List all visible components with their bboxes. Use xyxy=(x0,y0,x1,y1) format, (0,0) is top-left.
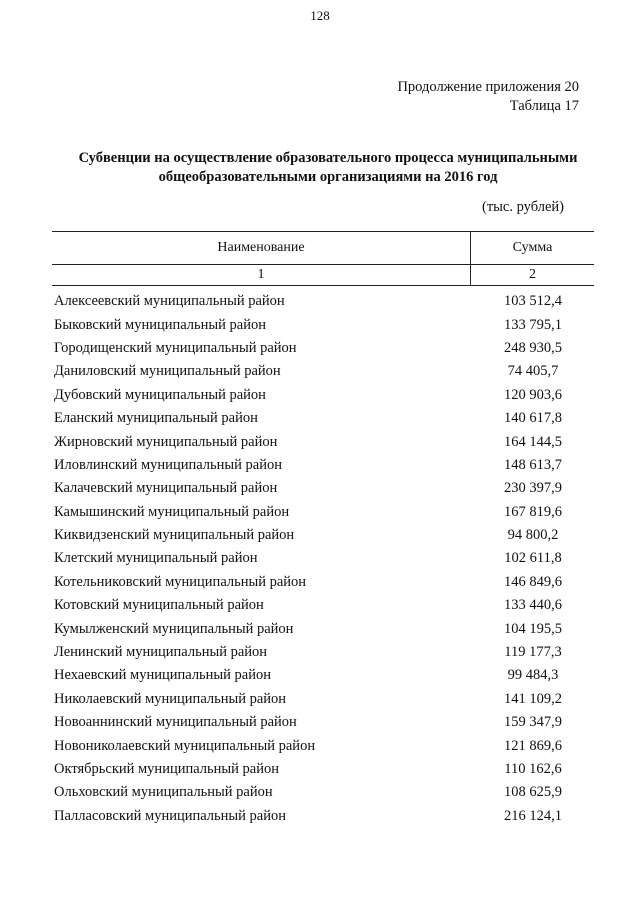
district-sum: 121 869,6 xyxy=(504,737,562,754)
district-sum: 133 440,6 xyxy=(504,597,562,614)
district-name: Еланский муниципальный район xyxy=(54,410,258,427)
units-label: (тыс. рублей) xyxy=(482,199,564,215)
table-row xyxy=(52,313,594,336)
district-name: Новониколаевский муниципальный район xyxy=(54,737,316,754)
table-row xyxy=(52,688,594,711)
district-sum: 108 625,9 xyxy=(504,784,562,801)
table-row xyxy=(52,758,594,781)
table-row xyxy=(52,501,594,524)
table-row xyxy=(52,617,594,640)
table-row xyxy=(52,711,594,734)
district-name: Жирновский муниципальный район xyxy=(54,433,278,450)
district-sum: 216 124,1 xyxy=(504,807,562,824)
district-name: Котовский муниципальный район xyxy=(54,597,264,614)
district-sum: 104 195,5 xyxy=(504,620,562,637)
district-name: Кумылженский муниципальный район xyxy=(54,620,294,637)
table-row xyxy=(52,290,594,313)
district-sum: 148 613,7 xyxy=(504,456,562,473)
district-name: Октябрьский муниципальный район xyxy=(54,761,279,777)
district-name: Палласовский муниципальный район xyxy=(54,807,286,824)
district-sum: 141 109,2 xyxy=(504,690,562,707)
district-sum: 110 162,6 xyxy=(504,761,562,777)
district-name: Ольховский муниципальный район xyxy=(54,784,273,801)
table-row xyxy=(52,641,594,664)
district-sum: 248 930,5 xyxy=(504,339,562,356)
district-sum: 99 484,3 xyxy=(507,667,559,684)
table-row xyxy=(52,781,594,804)
table-body xyxy=(52,290,594,828)
district-sum: 167 819,6 xyxy=(504,503,562,520)
district-name: Дубовский муниципальный район xyxy=(54,386,266,403)
page-title xyxy=(40,149,616,187)
table-row xyxy=(52,477,594,500)
district-sum: 159 347,9 xyxy=(504,714,562,731)
district-name: Нехаевский муниципальный район xyxy=(54,667,272,684)
table-row xyxy=(52,407,594,430)
district-sum: 146 849,6 xyxy=(504,573,562,590)
table-row xyxy=(52,454,594,477)
subventions-table xyxy=(52,231,594,828)
district-name: Новоаннинский муниципальный район xyxy=(54,714,297,731)
district-sum: 133 795,1 xyxy=(504,316,562,333)
table-header-row xyxy=(52,231,594,264)
column-number-row xyxy=(52,264,594,286)
district-name: Даниловский муниципальный район xyxy=(54,363,281,380)
district-sum: 230 397,9 xyxy=(504,480,562,497)
district-sum: 140 617,8 xyxy=(504,410,562,427)
district-sum: 119 177,3 xyxy=(504,644,562,661)
district-name: Котельниковский муниципальный район xyxy=(54,573,307,590)
district-name: Калачевский муниципальный район xyxy=(54,480,278,497)
district-name: Иловлинский муниципальный район xyxy=(54,456,282,473)
district-name: Николаевский муниципальный район xyxy=(54,690,287,707)
district-name: Алексеевский муниципальный район xyxy=(54,293,285,310)
appendix-reference xyxy=(397,78,579,116)
district-name: Быковский муниципальный район xyxy=(54,316,266,333)
appendix-continuation: Продолжение приложения 20 xyxy=(397,79,579,95)
district-name: Городищенский муниципальный район xyxy=(54,339,297,356)
district-name: Киквидзенский муниципальный район xyxy=(54,527,295,544)
header-sum: Сумма xyxy=(512,240,553,255)
table-row xyxy=(52,594,594,617)
table-row xyxy=(52,337,594,360)
district-name: Ленинский муниципальный район xyxy=(54,644,268,661)
column-number-1: 1 xyxy=(52,265,471,285)
district-sum: 103 512,4 xyxy=(504,293,562,310)
table-row xyxy=(52,360,594,383)
table-row xyxy=(52,430,594,453)
district-name: Камышинский муниципальный район xyxy=(54,503,290,520)
header-name: Наименование xyxy=(52,232,471,264)
page-number: 128 xyxy=(310,8,330,23)
table-row xyxy=(52,805,594,828)
table-row xyxy=(52,384,594,407)
table-row xyxy=(52,571,594,594)
table-row xyxy=(52,547,594,570)
district-sum: 102 611,8 xyxy=(504,550,562,567)
title-line-2: общеобразовательными организациями на 2016 год xyxy=(158,169,498,185)
district-sum: 74 405,7 xyxy=(507,363,559,380)
district-sum: 94 800,2 xyxy=(507,527,559,544)
title-line-1: Субвенции на осуществление образовательного процесса муниципальными xyxy=(78,150,578,166)
table-row xyxy=(52,734,594,757)
table-row xyxy=(52,664,594,687)
table-row xyxy=(52,524,594,547)
district-name: Клетский муниципальный район xyxy=(54,550,258,567)
district-sum: 164 144,5 xyxy=(504,433,562,450)
district-sum: 120 903,6 xyxy=(504,386,562,403)
table-number: Таблица 17 xyxy=(509,98,579,114)
column-number-2: 2 xyxy=(529,267,536,282)
